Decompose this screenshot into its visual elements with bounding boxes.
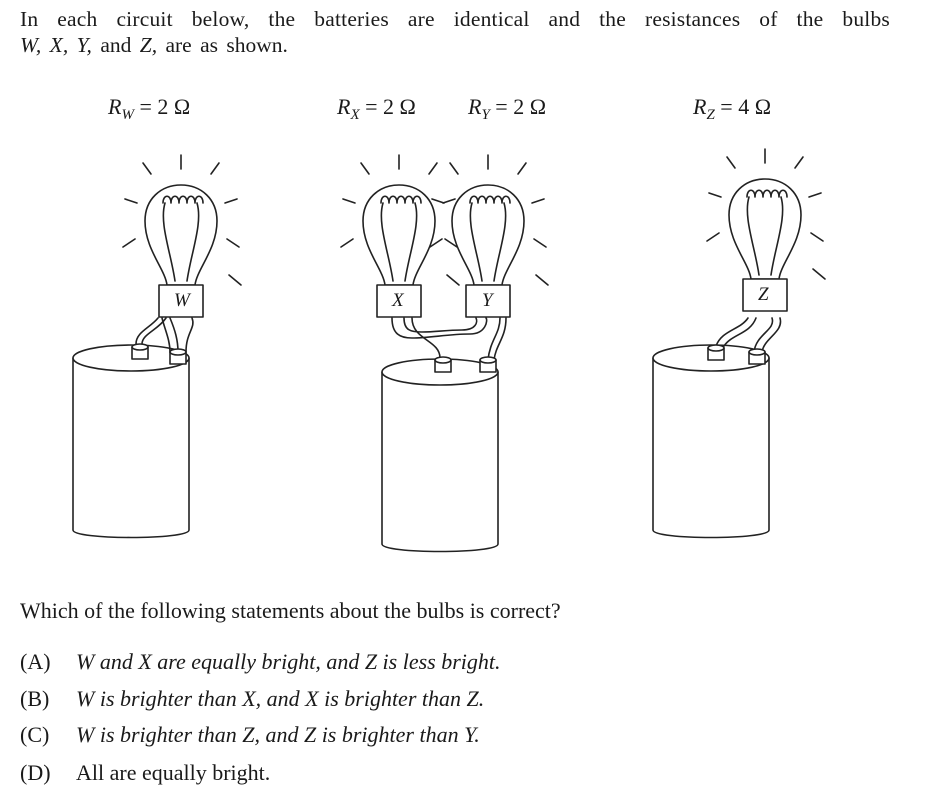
intro-line-1: In each circuit below, the batteries are identical and the resistances of the bulbs bbox=[20, 7, 890, 31]
option-a[interactable]: (A) W and X are equally bright, and Z is less bright. bbox=[20, 649, 501, 674]
circuit-w bbox=[73, 155, 241, 538]
circuit-z bbox=[653, 149, 825, 538]
intro-vars: W, X, Y, bbox=[20, 33, 92, 57]
resistance-label-x: $R_X = 2$ Ω bbox=[337, 94, 416, 123]
option-b[interactable]: (B) W is brighter than X, and X is brighter than Z. bbox=[20, 686, 485, 711]
bulb-label-z: Z bbox=[758, 284, 769, 305]
bulb-label-y: Y bbox=[482, 290, 493, 311]
option-d[interactable]: (D) All are equally bright. bbox=[20, 760, 271, 785]
option-c[interactable]: (C) W is brighter than Z, and Z is brighter than Y. bbox=[20, 722, 480, 747]
bulb-label-w: W bbox=[174, 290, 190, 311]
intro-z: Z, bbox=[139, 33, 158, 57]
resistance-label-w: $R_W = 2$ Ω bbox=[108, 94, 191, 123]
bulb-label-x: X bbox=[392, 290, 404, 311]
intro-and: and bbox=[100, 33, 132, 57]
resistance-label-z: $R_Z = 4$ Ω bbox=[693, 94, 772, 123]
intro-end: are as shown. bbox=[165, 33, 288, 57]
question-text: Which of the following statements about the bulbs is correct? bbox=[20, 598, 561, 623]
circuit-xy bbox=[341, 155, 548, 552]
resistance-label-y: $R_Y = 2$ Ω bbox=[468, 94, 547, 123]
